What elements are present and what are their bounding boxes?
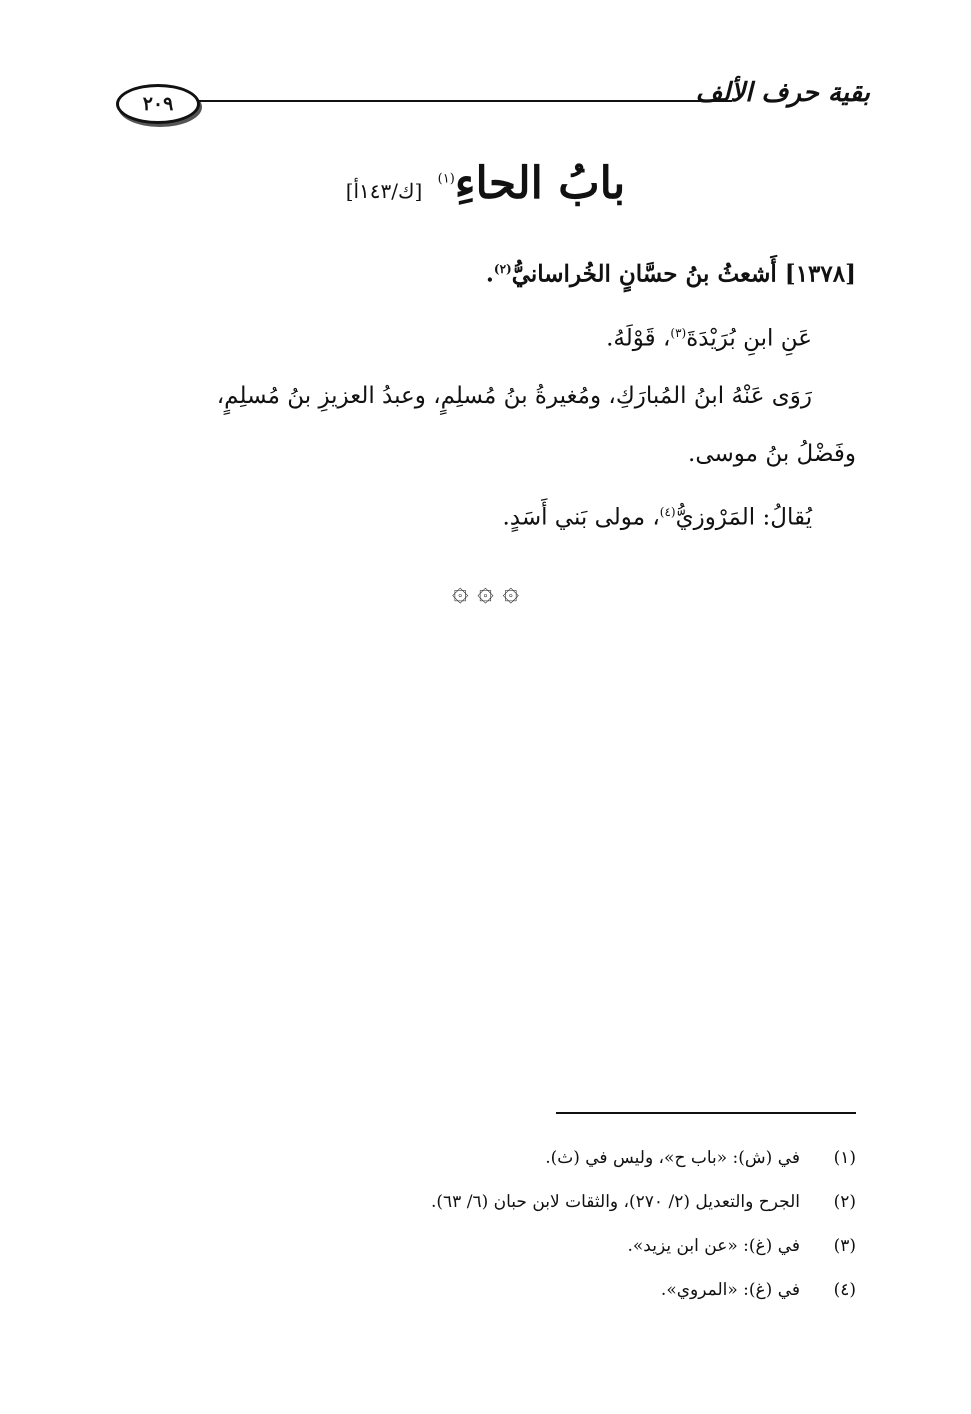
- footnote-text: في (غ): «عن ابن يزيد».: [627, 1236, 800, 1256]
- footnote-number: (٣): [833, 1236, 856, 1256]
- footnote-4: [300, 1268, 856, 1312]
- chapter-heading: [0, 158, 971, 209]
- entry-heading-text: [١٣٧٨] أَشعثُ بنُ حسَّانٍ الخُراسانيُّ: [511, 260, 856, 288]
- footnote-mark-4: (٤): [659, 505, 676, 520]
- narrates-from-line: [112, 304, 856, 368]
- entry-heading: [١٣٧٨] أَشعثُ بنُ حسَّانٍ الخُراسانيُّ$^{(٢)}$.: [485, 260, 856, 288]
- footnotes: [300, 1136, 856, 1312]
- narrates-from-text-b: ، قَوْلَهُ.: [606, 325, 671, 352]
- narrates-from-text-a: عَنِ ابنِ بُرَيْدَةَ: [686, 325, 812, 352]
- section-end-ornaments: ۞ ۞ ۞: [451, 574, 520, 607]
- chapter-title: بابُ الحاءِ: [454, 158, 626, 209]
- footnote-number: (٢): [833, 1192, 856, 1212]
- footnote-3: [300, 1224, 856, 1268]
- narrators-line-2: وفَضْلُ بنُ موسى.: [688, 441, 856, 468]
- footnote-mark-1: (١): [437, 171, 455, 187]
- footnote-rule: [556, 1112, 856, 1114]
- footnote-number: (١): [833, 1148, 856, 1168]
- footnote-2: [300, 1180, 856, 1224]
- footnote-mark-2: (٢): [493, 262, 512, 276]
- footnote-mark-3: (٣): [670, 325, 687, 340]
- main-text: [112, 240, 856, 547]
- footnote-1: [300, 1136, 856, 1180]
- nisba-text-b: ، مولى بَني أَسَدٍ.: [502, 504, 660, 531]
- running-title: بقية حرف الألف: [695, 78, 870, 108]
- running-header: [110, 78, 870, 126]
- footnote-number: (٤): [833, 1280, 856, 1300]
- nisba-text-a: يُقالُ: المَرْوزيُّ: [675, 504, 812, 531]
- header-rule: [198, 100, 732, 102]
- nisba-line: [112, 483, 856, 547]
- page-number-badge: ٢٠٩: [116, 84, 200, 124]
- footnote-text: في (ش): «باب ح»، وليس في (ث).: [545, 1148, 800, 1168]
- narrators-line-1: رَوَى عَنْهُ ابنُ المُبارَكِ، ومُغيرةُ بنُ مُسلِمٍ، وعبدُ العزيزِ بنُ مُسلِمٍ،: [216, 383, 812, 410]
- footnote-text: في (غ): «المروي».: [660, 1280, 800, 1300]
- manuscript-reference: [ك/١٤٣أ]: [345, 179, 423, 203]
- footnote-text: الجرح والتعديل (٢/ ٢٧٠)، والثقات لابن حبان (٦/ ٦٣).: [431, 1192, 800, 1212]
